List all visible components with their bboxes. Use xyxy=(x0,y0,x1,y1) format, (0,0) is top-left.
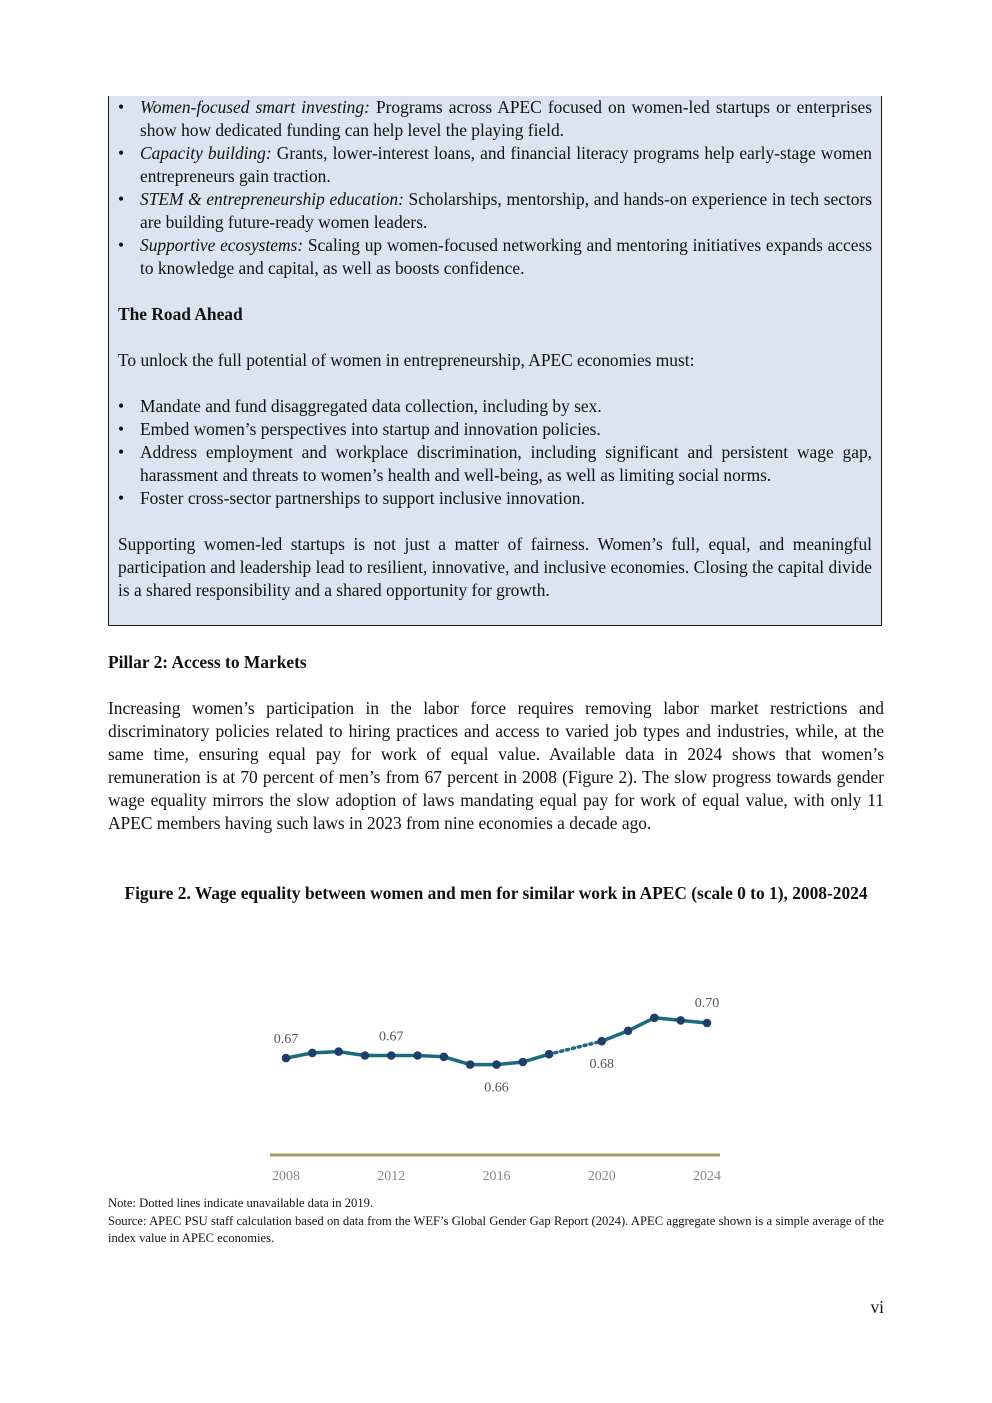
data-point xyxy=(624,1027,633,1036)
x-tick-label: 2020 xyxy=(587,1169,616,1184)
wage-equality-chart xyxy=(250,985,750,1190)
x-tick-label: 2024 xyxy=(693,1169,721,1184)
data-point xyxy=(361,1051,370,1060)
data-point xyxy=(650,1014,659,1023)
figure-source: Source: APEC PSU staff calculation based on data from the WEF’s Global Gender Gap Report (2024). APEC aggregate shown is a simple average of the index value in APEC economies. xyxy=(108,1213,884,1245)
callout-box xyxy=(108,96,882,626)
figure-notes xyxy=(108,1195,884,1248)
x-tick-label: 2012 xyxy=(377,1169,406,1184)
list-item: • Mandate and fund disaggregated data collection, including by sex. xyxy=(118,395,872,418)
figure-title: Figure 2. Wage equality between women and men for similar work in APEC (scale 0 to 1), 2008-2024 xyxy=(124,883,868,903)
series-line-dotted-2019 xyxy=(549,1041,602,1054)
data-label: 0.66 xyxy=(484,1080,509,1096)
closing-paragraph: Supporting women-led startups is not just a matter of fairness. Women’s full, equal, and meaningful participation and leadership lead to resilient, innovative, and inclusive economies. Closing the capital divide is a shared responsibility and a shared opportunity for growth. xyxy=(118,534,872,600)
road-ahead-intro: To unlock the full potential of women in entrepreneurship, APEC economies must: xyxy=(118,350,695,370)
page-number: vi xyxy=(870,1297,884,1317)
data-label: 0.70 xyxy=(694,996,720,1011)
data-point xyxy=(676,1016,685,1025)
data-point xyxy=(519,1058,528,1067)
data-point xyxy=(703,1019,712,1028)
list-item: • Capacity building: Grants, lower-interest loans, and financial literacy programs help early-stage women entrepreneurs gain traction. xyxy=(118,142,872,188)
list-item: • Women-focused smart investing: Programs across APEC focused on women-led startups or enterprises show how dedicated funding can help level the playing field. xyxy=(118,96,872,142)
data-label: 0.67 xyxy=(379,1029,404,1045)
list-item: • Address employment and workplace discrimination, including significant and persistent wage gap, harassment and threats to women’s health and well-being, as well as limiting social norms. xyxy=(118,441,872,487)
x-tick-label: 2008 xyxy=(272,1169,300,1184)
figure-note: Note: Dotted lines indicate unavailable data in 2019. xyxy=(108,1196,374,1210)
women-investing-list xyxy=(118,96,872,280)
data-point xyxy=(413,1051,422,1060)
data-point xyxy=(466,1060,475,1069)
data-label: 0.68 xyxy=(589,1057,614,1073)
road-ahead-list xyxy=(118,395,872,510)
data-point xyxy=(308,1049,317,1058)
data-point xyxy=(387,1051,396,1060)
data-point xyxy=(492,1060,501,1069)
list-item: • STEM & entrepreneurship education: Scholarships, mentorship, and hands-on experience in tech sectors are building future-ready women leaders. xyxy=(118,188,872,234)
data-point xyxy=(545,1050,554,1059)
pillar-heading: Pillar 2: Access to Markets xyxy=(108,652,307,672)
data-point xyxy=(597,1037,606,1046)
data-label: 0.67 xyxy=(273,1032,299,1048)
road-ahead-heading: The Road Ahead xyxy=(118,304,243,324)
list-item: • Foster cross-sector partnerships to support inclusive innovation. xyxy=(118,487,872,510)
pillar-body: Increasing women’s participation in the labor force requires removing labor market restrictions and discriminatory policies related to hiring practices and access to varied job types and industries, while, at the same time, ensuring equal pay for work of equal value. Available data in 2024 shows that women’s remuneration is at 70 percent of men’s from 67 percent in 2008 (Figure 2). The slow progress towards gender wage equality mirrors the slow adoption of laws mandating equal pay for work of equal value, with only 11 APEC members having such laws in 2023 from nine economies a decade ago. xyxy=(108,698,884,833)
list-item: • Embed women’s perspectives into startup and innovation policies. xyxy=(118,418,872,441)
data-point xyxy=(334,1047,343,1056)
x-tick-label: 2016 xyxy=(482,1169,511,1184)
data-point xyxy=(440,1053,449,1062)
data-point xyxy=(282,1054,291,1063)
list-item: • Supportive ecosystems: Scaling up women-focused networking and mentoring initiatives expands access to knowledge and capital, as well as boosts confidence. xyxy=(118,234,872,280)
